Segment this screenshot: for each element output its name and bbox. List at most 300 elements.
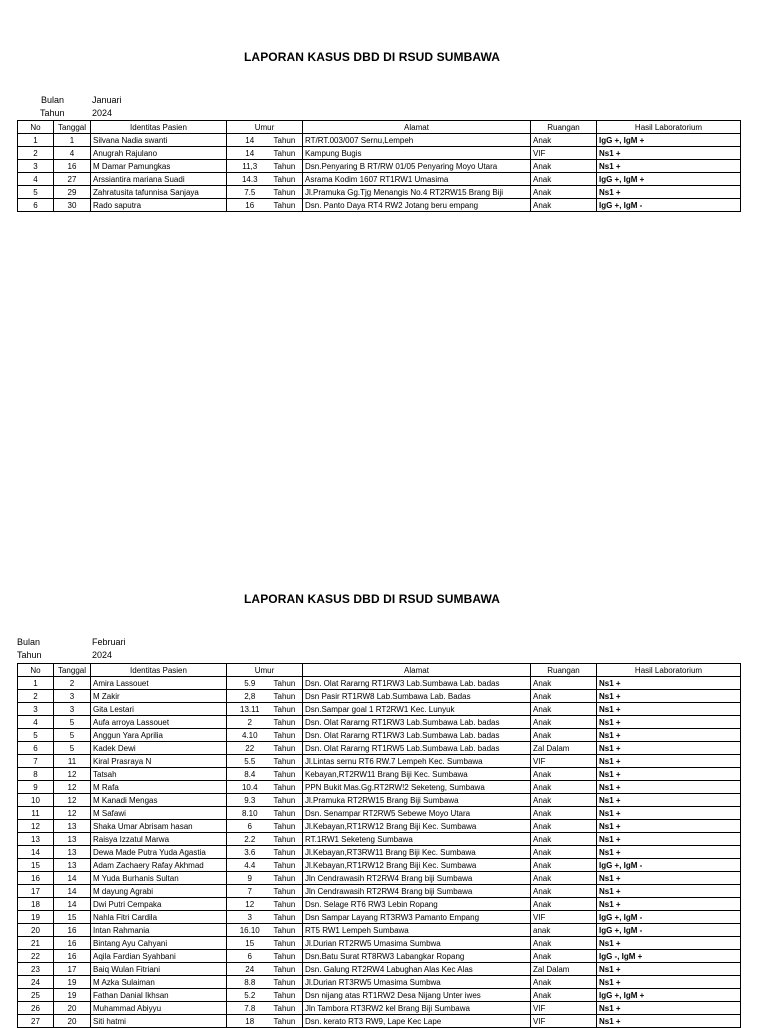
cell-identitas: Tatsah (91, 768, 227, 781)
cell-umur-value: 12 (227, 898, 273, 911)
cell-tanggal: 15 (54, 911, 91, 924)
cell-hasil-lab: Ns1 + (597, 1002, 741, 1015)
cell-no: 6 (18, 199, 54, 212)
cell-umur-value: 7.5 (227, 186, 273, 199)
cell-umur-value: 13.11 (227, 703, 273, 716)
cell-identitas: M Yuda Burhanis Sultan (91, 872, 227, 885)
cell-ruangan: VIF (531, 911, 597, 924)
cell-alamat: Jln Cendrawasih RT2RW4 Brang biji Sumbawa (303, 885, 531, 898)
table-row (18, 859, 741, 872)
cell-ruangan: Anak (531, 134, 597, 147)
cell-ruangan: Anak (531, 173, 597, 186)
cell-alamat: Dsn. Olat Rararng RT1RW3 Lab.Sumbawa Lab. badas (303, 729, 531, 742)
cell-umur-unit: Tahun (273, 885, 303, 898)
cell-alamat: Dsn.Sampar goal 1 RT2RW1 Kec. Lunyuk (303, 703, 531, 716)
cell-alamat: Dsn Pasir RT1RW8 Lab.Sumbawa Lab. Badas (303, 690, 531, 703)
cell-umur-unit: Tahun (273, 768, 303, 781)
cell-tanggal: 14 (54, 885, 91, 898)
table-header-row (18, 664, 741, 677)
cell-tanggal: 20 (54, 1015, 91, 1028)
cell-identitas: Dwi Putri Cempaka (91, 898, 227, 911)
cell-no: 2 (18, 147, 54, 160)
cell-tanggal: 12 (54, 781, 91, 794)
cell-umur-value: 6 (227, 820, 273, 833)
cell-tanggal: 12 (54, 768, 91, 781)
column-header: Ruangan (531, 121, 597, 134)
cell-umur-unit: Tahun (273, 807, 303, 820)
table-row (18, 742, 741, 755)
table-row (18, 807, 741, 820)
cell-identitas: Arssiantira mariana Suadi (91, 173, 227, 186)
cell-tanggal: 12 (54, 794, 91, 807)
table-row (18, 794, 741, 807)
cell-umur-unit: Tahun (273, 924, 303, 937)
cell-tanggal: 16 (54, 937, 91, 950)
cell-umur-unit: Tahun (273, 1002, 303, 1015)
cell-hasil-lab: IgG +, IgM + (597, 134, 741, 147)
cell-alamat: Kampung Bugis (303, 147, 531, 160)
cell-identitas: Bintang Ayu Cahyani (91, 937, 227, 950)
cell-alamat: Kebayan,RT2RW11 Brang Biji Kec. Sumbawa (303, 768, 531, 781)
cell-identitas: Baiq Wulan Fitriani (91, 963, 227, 976)
cell-hasil-lab: Ns1 + (597, 937, 741, 950)
cell-umur-value: 9 (227, 872, 273, 885)
cell-no: 9 (18, 781, 54, 794)
cell-alamat: RT.1RW1 Seketeng Sumbawa (303, 833, 531, 846)
cell-hasil-lab: Ns1 + (597, 898, 741, 911)
cell-hasil-lab: IgG +, IgM - (597, 924, 741, 937)
cell-no: 8 (18, 768, 54, 781)
cell-tanggal: 20 (54, 1002, 91, 1015)
cell-umur-value: 5.2 (227, 989, 273, 1002)
cell-no: 20 (18, 924, 54, 937)
table-row (18, 173, 741, 186)
table-row (18, 976, 741, 989)
cell-identitas: Kadek Dewi (91, 742, 227, 755)
cell-no: 4 (18, 716, 54, 729)
cell-hasil-lab: Ns1 + (597, 885, 741, 898)
cell-tanggal: 11 (54, 755, 91, 768)
cell-ruangan: Anak (531, 768, 597, 781)
cell-hasil-lab: IgG +, IgM - (597, 859, 741, 872)
cell-identitas: M Damar Pamungkas (91, 160, 227, 173)
cell-ruangan: Anak (531, 937, 597, 950)
cell-tanggal: 3 (54, 703, 91, 716)
cell-umur-unit: Tahun (273, 794, 303, 807)
cell-hasil-lab: Ns1 + (597, 716, 741, 729)
cell-no: 4 (18, 173, 54, 186)
cell-ruangan: Zal Dalam (531, 742, 597, 755)
cell-alamat: Dsn.Penyaring B RT/RW 01/05 Penyaring Moyo Utara (303, 160, 531, 173)
table-row (18, 911, 741, 924)
bulan-value: Januari (92, 95, 122, 105)
cell-ruangan: Anak (531, 690, 597, 703)
table-row (18, 937, 741, 950)
cell-hasil-lab: Ns1 + (597, 963, 741, 976)
cell-alamat: Dsn. Selage RT6 RW3 Lebin Ropang (303, 898, 531, 911)
cell-ruangan: Anak (531, 186, 597, 199)
cell-umur-unit: Tahun (273, 716, 303, 729)
cell-hasil-lab: Ns1 + (597, 976, 741, 989)
table-row (18, 885, 741, 898)
cell-umur-value: 15 (227, 937, 273, 950)
cell-umur-value: 3 (227, 911, 273, 924)
cell-umur-unit: Tahun (273, 976, 303, 989)
cell-hasil-lab: IgG +, IgM - (597, 199, 741, 212)
cell-umur-unit: Tahun (273, 729, 303, 742)
cell-tanggal: 13 (54, 820, 91, 833)
cell-alamat: Dsn. Senampar RT2RW5 Sebewe Moyo Utara (303, 807, 531, 820)
cell-no: 5 (18, 729, 54, 742)
cell-identitas: Muhammad Abiyyu (91, 1002, 227, 1015)
report-title: LAPORAN KASUS DBD DI RSUD SUMBAWA (244, 50, 500, 64)
cell-ruangan: Anak (531, 794, 597, 807)
cell-hasil-lab: Ns1 + (597, 742, 741, 755)
cell-hasil-lab: IgG +, IgM + (597, 173, 741, 186)
cell-alamat: RT/RT.003/007 Sernu,Lempeh (303, 134, 531, 147)
cell-tanggal: 27 (54, 173, 91, 186)
cell-no: 26 (18, 1002, 54, 1015)
cell-no: 5 (18, 186, 54, 199)
table-row (18, 950, 741, 963)
cell-tanggal: 14 (54, 898, 91, 911)
column-header: Hasil Laboratorium (597, 664, 741, 677)
cell-umur-unit: Tahun (273, 911, 303, 924)
table-row (18, 872, 741, 885)
cell-hasil-lab: Ns1 + (597, 833, 741, 846)
cell-ruangan: Anak (531, 859, 597, 872)
cell-no: 10 (18, 794, 54, 807)
table-row (18, 833, 741, 846)
cell-umur-value: 16 (227, 199, 273, 212)
table-row (18, 199, 741, 212)
cell-tanggal: 3 (54, 690, 91, 703)
cell-ruangan: Anak (531, 872, 597, 885)
cell-hasil-lab: Ns1 + (597, 768, 741, 781)
cell-no: 25 (18, 989, 54, 1002)
column-header: Tanggal (54, 664, 91, 677)
table-row (18, 186, 741, 199)
column-header: Alamat (303, 664, 531, 677)
cell-hasil-lab: Ns1 + (597, 820, 741, 833)
cell-tanggal: 13 (54, 833, 91, 846)
cell-umur-unit: Tahun (273, 199, 303, 212)
cell-hasil-lab: Ns1 + (597, 729, 741, 742)
cell-tanggal: 13 (54, 846, 91, 859)
cell-alamat: Dsn. Panto Daya RT4 RW2 Jotang beru empang (303, 199, 531, 212)
cell-tanggal: 14 (54, 872, 91, 885)
cases-table (17, 120, 741, 212)
cell-identitas: Aqila Fardian Syahbani (91, 950, 227, 963)
cell-no: 24 (18, 976, 54, 989)
cell-umur-unit: Tahun (273, 820, 303, 833)
cell-identitas: Adam Zachaery Rafay Akhmad (91, 859, 227, 872)
table-row (18, 677, 741, 690)
cell-no: 17 (18, 885, 54, 898)
cell-hasil-lab: IgG +, IgM + (597, 989, 741, 1002)
cell-identitas: Fathan Danial Ikhsan (91, 989, 227, 1002)
cell-umur-unit: Tahun (273, 755, 303, 768)
cell-identitas: Shaka Umar Abrisam hasan (91, 820, 227, 833)
cell-alamat: Jln Cendrawasih RT2RW4 Brang biji Sumbawa (303, 872, 531, 885)
cell-identitas: Amira Lassouet (91, 677, 227, 690)
cell-no: 16 (18, 872, 54, 885)
cell-no: 18 (18, 898, 54, 911)
column-header: Umur (227, 664, 303, 677)
cell-ruangan: Anak (531, 160, 597, 173)
cell-hasil-lab: Ns1 + (597, 147, 741, 160)
cell-ruangan: anak (531, 924, 597, 937)
cell-hasil-lab: Ns1 + (597, 846, 741, 859)
cell-no: 13 (18, 833, 54, 846)
cell-identitas: M dayung Agrabi (91, 885, 227, 898)
cell-umur-value: 9.3 (227, 794, 273, 807)
cell-umur-value: 14 (227, 147, 273, 160)
cell-umur-unit: Tahun (273, 898, 303, 911)
table-row (18, 963, 741, 976)
column-header: Alamat (303, 121, 531, 134)
cell-ruangan: Anak (531, 729, 597, 742)
cell-umur-value: 24 (227, 963, 273, 976)
cell-ruangan: Anak (531, 677, 597, 690)
cell-umur-unit: Tahun (273, 1015, 303, 1028)
cell-ruangan: Anak (531, 898, 597, 911)
cell-no: 3 (18, 160, 54, 173)
cell-identitas: M Safawi (91, 807, 227, 820)
cell-identitas: M Zakir (91, 690, 227, 703)
cell-no: 7 (18, 755, 54, 768)
cell-hasil-lab: Ns1 + (597, 1015, 741, 1028)
cell-hasil-lab: Ns1 + (597, 794, 741, 807)
cell-identitas: Nahla Fitri Cardila (91, 911, 227, 924)
cell-no: 22 (18, 950, 54, 963)
column-header: Tanggal (54, 121, 91, 134)
column-header: Ruangan (531, 664, 597, 677)
cell-umur-value: 8.10 (227, 807, 273, 820)
cell-alamat: Jl.Kebayan,RT3RW11 Brang Biji Kec. Sumbawa (303, 846, 531, 859)
cell-no: 27 (18, 1015, 54, 1028)
table-row (18, 820, 741, 833)
cell-alamat: Dsn Sampar Layang RT3RW3 Pamanto Empang (303, 911, 531, 924)
table-row (18, 781, 741, 794)
column-header: Umur (227, 121, 303, 134)
cell-alamat: Jl.Kebayan,RT1RW12 Brang Biji Kec. Sumbawa (303, 820, 531, 833)
table-row (18, 703, 741, 716)
cell-tanggal: 17 (54, 963, 91, 976)
cell-alamat: Dsn. kerato RT3 RW9, Lape Kec Lape (303, 1015, 531, 1028)
cell-no: 15 (18, 859, 54, 872)
cell-umur-value: 2 (227, 716, 273, 729)
cell-umur-value: 7.8 (227, 1002, 273, 1015)
tahun-value: 2024 (92, 108, 113, 118)
cell-tanggal: 4 (54, 147, 91, 160)
cell-ruangan: Anak (531, 716, 597, 729)
cell-alamat: Dsn. Galung RT2RW4 Labughan Alas Kec Alas (303, 963, 531, 976)
cell-hasil-lab: Ns1 + (597, 690, 741, 703)
cell-ruangan: Anak (531, 833, 597, 846)
cell-umur-unit: Tahun (273, 134, 303, 147)
cell-alamat: Dsn nijang atas RT1RW2 Desa Nijang Unter iwes (303, 989, 531, 1002)
cell-alamat: Dsn. Olat Rararng RT1RW3 Lab.Sumbawa Lab. badas (303, 716, 531, 729)
cell-hasil-lab: Ns1 + (597, 160, 741, 173)
table-row (18, 989, 741, 1002)
cell-tanggal: 30 (54, 199, 91, 212)
cell-umur-unit: Tahun (273, 147, 303, 160)
cell-umur-unit: Tahun (273, 160, 303, 173)
tahun-value: 2024 (92, 650, 113, 660)
cell-hasil-lab: IgG -, IgM + (597, 950, 741, 963)
cell-umur-unit: Tahun (273, 846, 303, 859)
cell-umur-unit: Tahun (273, 937, 303, 950)
cell-tanggal: 13 (54, 859, 91, 872)
cell-alamat: Jl.Kebayan,RT1RW12 Brang Biji Kec. Sumbawa (303, 859, 531, 872)
cell-umur-value: 16.10 (227, 924, 273, 937)
cell-ruangan: VIF (531, 147, 597, 160)
cell-alamat: Jl.Pramuka RT2RW15 Brang Biji Sumbawa (303, 794, 531, 807)
cell-no: 3 (18, 703, 54, 716)
table-row (18, 716, 741, 729)
cell-umur-value: 14.3 (227, 173, 273, 186)
table-row (18, 846, 741, 859)
cell-alamat: Jl.Durian RT3RW5 Umasima Sumbwa (303, 976, 531, 989)
cell-hasil-lab: Ns1 + (597, 872, 741, 885)
cell-ruangan: Anak (531, 781, 597, 794)
cell-ruangan: Anak (531, 846, 597, 859)
column-header: No (18, 121, 54, 134)
cell-umur-unit: Tahun (273, 781, 303, 794)
cell-identitas: Anggun Yara Aprilia (91, 729, 227, 742)
cell-umur-value: 6 (227, 950, 273, 963)
cell-identitas: M Azka Sulaiman (91, 976, 227, 989)
cell-ruangan: Zal Dalam (531, 963, 597, 976)
cell-ruangan: Anak (531, 820, 597, 833)
cell-umur-value: 3.6 (227, 846, 273, 859)
cell-ruangan: Anak (531, 885, 597, 898)
tahun-label: Tahun (40, 108, 65, 118)
cell-umur-value: 7 (227, 885, 273, 898)
column-header: Hasil Laboratorium (597, 121, 741, 134)
cell-umur-value: 18 (227, 1015, 273, 1028)
cell-umur-unit: Tahun (273, 742, 303, 755)
cell-umur-unit: Tahun (273, 950, 303, 963)
cell-umur-value: 14 (227, 134, 273, 147)
cell-umur-unit: Tahun (273, 703, 303, 716)
cell-hasil-lab: Ns1 + (597, 677, 741, 690)
cell-identitas: M Kanadi Mengas (91, 794, 227, 807)
cell-alamat: PPN Bukit Mas.Gg.RT2RW!2 Seketeng, Sumbawa (303, 781, 531, 794)
cell-identitas: Dewa Made Putra Yuda Agastia (91, 846, 227, 859)
cell-identitas: Kiral Prasraya N (91, 755, 227, 768)
cell-umur-unit: Tahun (273, 833, 303, 846)
cell-alamat: Jl.Pramuka Gg.Tjg Menangis No.4 RT2RW15 Brang Biji (303, 186, 531, 199)
cell-identitas: Intan Rahmania (91, 924, 227, 937)
cell-alamat: Jln Tambora RT3RW2 kel Brang Biji Sumbawa (303, 1002, 531, 1015)
cell-identitas: Raisya Izzatul Marwa (91, 833, 227, 846)
cell-identitas: Gita Lestari (91, 703, 227, 716)
cell-tanggal: 19 (54, 989, 91, 1002)
cell-identitas: M Rafa (91, 781, 227, 794)
cell-hasil-lab: Ns1 + (597, 755, 741, 768)
cell-ruangan: Anak (531, 807, 597, 820)
table-row (18, 1002, 741, 1015)
cell-ruangan: VIF (531, 1002, 597, 1015)
cell-umur-value: 5.9 (227, 677, 273, 690)
table-row (18, 147, 741, 160)
table-row (18, 768, 741, 781)
cell-no: 14 (18, 846, 54, 859)
cell-alamat: Asrama Kodim 1607 RT1RW1 Umasima (303, 173, 531, 186)
cell-no: 11 (18, 807, 54, 820)
cell-umur-value: 2,8 (227, 690, 273, 703)
cell-umur-value: 5.5 (227, 755, 273, 768)
cell-identitas: Silvana Nadia swanti (91, 134, 227, 147)
table-row (18, 729, 741, 742)
table-row (18, 690, 741, 703)
bulan-value: Februari (92, 637, 126, 647)
cell-alamat: Dsn. Olat Rararng RT1RW3 Lab.Sumbawa Lab. badas (303, 677, 531, 690)
cell-umur-value: 2.2 (227, 833, 273, 846)
cell-umur-unit: Tahun (273, 872, 303, 885)
cell-umur-unit: Tahun (273, 677, 303, 690)
cell-umur-unit: Tahun (273, 173, 303, 186)
table-row (18, 160, 741, 173)
table-header-row (18, 121, 741, 134)
cell-tanggal: 5 (54, 716, 91, 729)
column-header: No (18, 664, 54, 677)
cell-tanggal: 2 (54, 677, 91, 690)
cell-no: 19 (18, 911, 54, 924)
cases-table (17, 663, 741, 1028)
cell-umur-unit: Tahun (273, 859, 303, 872)
cell-no: 12 (18, 820, 54, 833)
cell-alamat: RT5 RW1 Lempeh Sumbawa (303, 924, 531, 937)
cell-alamat: Dsn. Olat Rararng RT1RW5 Lab.Sumbawa Lab. badas (303, 742, 531, 755)
cell-umur-value: 11,3 (227, 160, 273, 173)
cell-tanggal: 12 (54, 807, 91, 820)
table-row (18, 898, 741, 911)
cell-hasil-lab: Ns1 + (597, 186, 741, 199)
cell-identitas: Aufa arroya Lassouet (91, 716, 227, 729)
cell-identitas: Siti hatmi (91, 1015, 227, 1028)
cell-hasil-lab: Ns1 + (597, 807, 741, 820)
cell-ruangan: VIF (531, 755, 597, 768)
cell-ruangan: VIF (531, 1015, 597, 1028)
cell-no: 23 (18, 963, 54, 976)
cell-umur-value: 4.10 (227, 729, 273, 742)
cell-umur-value: 8.4 (227, 768, 273, 781)
table-row (18, 1015, 741, 1028)
table-row (18, 755, 741, 768)
cell-no: 1 (18, 134, 54, 147)
cell-ruangan: Anak (531, 950, 597, 963)
cell-umur-unit: Tahun (273, 690, 303, 703)
cell-identitas: Anugrah Rajulano (91, 147, 227, 160)
cell-ruangan: Anak (531, 199, 597, 212)
cell-umur-unit: Tahun (273, 963, 303, 976)
cell-tanggal: 19 (54, 976, 91, 989)
cell-no: 1 (18, 677, 54, 690)
column-header: Identitas Pasien (91, 664, 227, 677)
cell-hasil-lab: Ns1 + (597, 703, 741, 716)
cell-alamat: Dsn.Batu Surat RT8RW3 Labangkar Ropang (303, 950, 531, 963)
cell-tanggal: 16 (54, 924, 91, 937)
cell-umur-unit: Tahun (273, 186, 303, 199)
cell-ruangan: Anak (531, 989, 597, 1002)
report-title: LAPORAN KASUS DBD DI RSUD SUMBAWA (244, 592, 500, 606)
cell-no: 2 (18, 690, 54, 703)
cell-hasil-lab: IgG +, IgM - (597, 911, 741, 924)
cell-alamat: Jl.Durian RT2RW5 Umasima Sumbwa (303, 937, 531, 950)
